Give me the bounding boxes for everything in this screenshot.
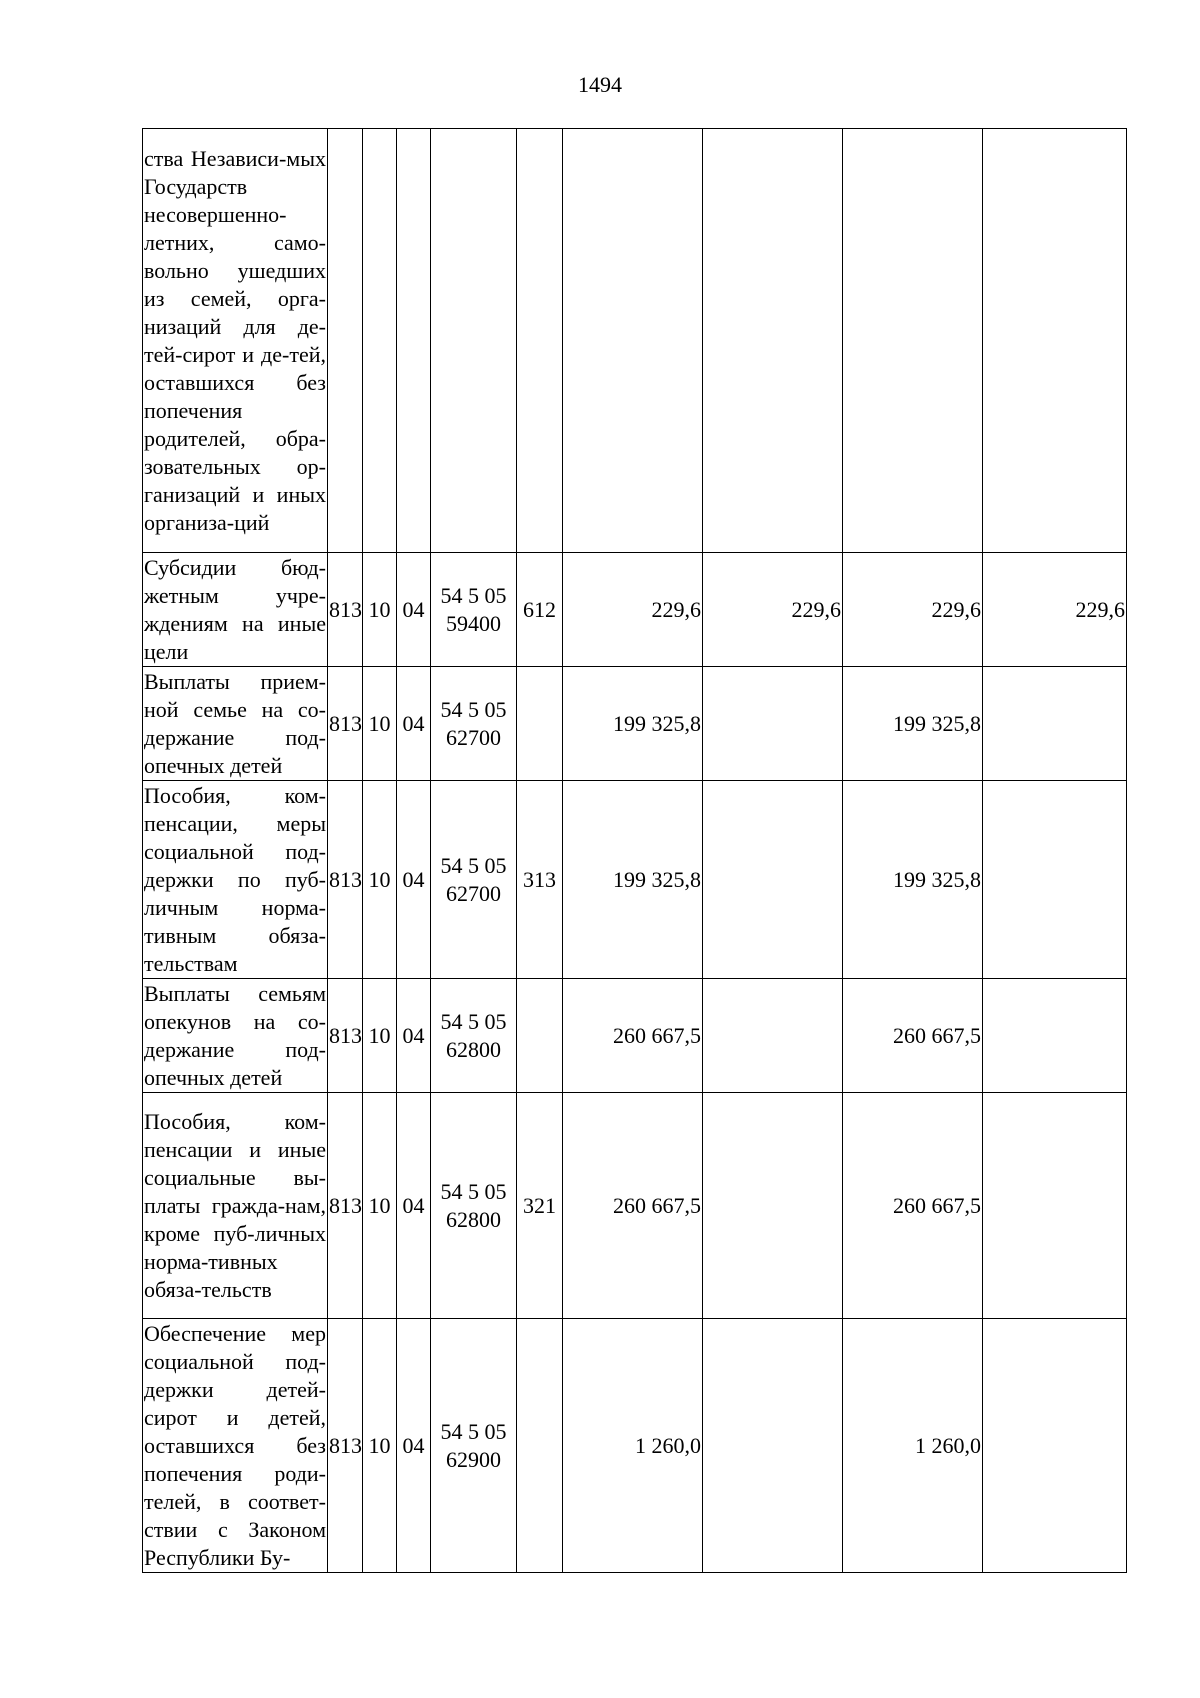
row-description: Обеспечение мер социальной под-держки детей-сирот и детей, оставшихся без попечения роди-телей, в соответ-ствии с Законом Республики Бу- (143, 1319, 328, 1573)
amount-4 (983, 1093, 1127, 1319)
csr-code-part-1: 54 5 05 (440, 696, 507, 722)
amount-3: 260 667,5 (843, 1093, 983, 1319)
table-row (143, 553, 1127, 667)
grbs-code (328, 129, 363, 553)
amount-1: 199 325,8 (563, 667, 703, 781)
amount-2 (703, 667, 843, 781)
grbs-code: 813 (328, 979, 363, 1093)
csr-code-part-2: 62700 (446, 724, 501, 750)
vr-code: 321 (517, 1093, 563, 1319)
rz-code: 10 (363, 1093, 397, 1319)
amount-2 (703, 979, 843, 1093)
csr-code-part-1: 54 5 05 (440, 582, 507, 608)
amount-3: 1 260,0 (843, 1319, 983, 1573)
pr-code: 04 (397, 1319, 431, 1573)
rz-code: 10 (363, 979, 397, 1093)
csr-code-part-2: 59400 (446, 610, 501, 636)
rz-code: 10 (363, 1319, 397, 1573)
csr-code (431, 1319, 517, 1573)
amount-1 (563, 129, 703, 553)
pr-code: 04 (397, 781, 431, 979)
vr-code: 313 (517, 781, 563, 979)
amount-2: 229,6 (703, 553, 843, 667)
amount-4 (983, 979, 1127, 1093)
amount-1: 260 667,5 (563, 979, 703, 1093)
pr-code: 04 (397, 553, 431, 667)
rz-code: 10 (363, 553, 397, 667)
pr-code: 04 (397, 1093, 431, 1319)
csr-code-part-1: 54 5 05 (440, 1418, 507, 1444)
amount-3: 229,6 (843, 553, 983, 667)
vr-code (517, 1319, 563, 1573)
table-row (143, 1319, 1127, 1573)
pr-code (397, 129, 431, 553)
amount-1: 260 667,5 (563, 1093, 703, 1319)
amount-4 (983, 667, 1127, 781)
amount-2 (703, 781, 843, 979)
rz-code: 10 (363, 667, 397, 781)
csr-code-part-1: 54 5 05 (440, 1178, 507, 1204)
row-description: Выплаты семьям опекунов на со-держание под-опечных детей (143, 979, 328, 1093)
amount-3: 199 325,8 (843, 667, 983, 781)
csr-code (431, 553, 517, 667)
amount-4 (983, 781, 1127, 979)
row-description: Пособия, ком-пенсации, меры социальной под-держки по пуб-личным норма-тивным обяза-тельствам (143, 781, 328, 979)
row-description: ства Независи-мых Государств несовершенно-летних, само-вольно ушедших из семей, орга-низаций для де-тей-сирот и де-тей, оставшихся без попечения родителей, обра-зовательных ор-ганизаций и иных организа-ций (143, 129, 328, 553)
amount-2 (703, 129, 843, 553)
amount-1: 1 260,0 (563, 1319, 703, 1573)
grbs-code: 813 (328, 667, 363, 781)
table-row (143, 1093, 1127, 1319)
grbs-code: 813 (328, 1319, 363, 1573)
csr-code-part-2: 62800 (446, 1036, 501, 1062)
table-row (143, 667, 1127, 781)
grbs-code: 813 (328, 781, 363, 979)
table-row (143, 129, 1127, 553)
table-row (143, 781, 1127, 979)
amount-2 (703, 1319, 843, 1573)
vr-code (517, 979, 563, 1093)
amount-3 (843, 129, 983, 553)
csr-code-part-1: 54 5 05 (440, 852, 507, 878)
row-description: Пособия, ком-пенсации и иные социальные вы-платы гражда-нам, кроме пуб-личных норма-тивных обяза-тельств (143, 1093, 328, 1319)
csr-code (431, 979, 517, 1093)
amount-3: 260 667,5 (843, 979, 983, 1093)
budget-table (142, 128, 1127, 1573)
row-description: Выплаты прием-ной семье на со-держание под-опечных детей (143, 667, 328, 781)
csr-code-part-2: 62900 (446, 1446, 501, 1472)
grbs-code: 813 (328, 553, 363, 667)
csr-code-part-1: 54 5 05 (440, 1008, 507, 1034)
table-row (143, 979, 1127, 1093)
amount-4 (983, 129, 1127, 553)
csr-code (431, 667, 517, 781)
rz-code (363, 129, 397, 553)
csr-code-part-2: 62700 (446, 880, 501, 906)
amount-4: 229,6 (983, 553, 1127, 667)
vr-code: 612 (517, 553, 563, 667)
pr-code: 04 (397, 979, 431, 1093)
vr-code (517, 129, 563, 553)
vr-code (517, 667, 563, 781)
amount-4 (983, 1319, 1127, 1573)
row-description: Субсидии бюд-жетным учре-ждениям на иные цели (143, 553, 328, 667)
csr-code (431, 129, 517, 553)
page-number: 1494 (578, 72, 622, 97)
rz-code: 10 (363, 781, 397, 979)
csr-code (431, 781, 517, 979)
grbs-code: 813 (328, 1093, 363, 1319)
pr-code: 04 (397, 667, 431, 781)
amount-2 (703, 1093, 843, 1319)
csr-code-part-2: 62800 (446, 1206, 501, 1232)
amount-3: 199 325,8 (843, 781, 983, 979)
amount-1: 199 325,8 (563, 781, 703, 979)
csr-code (431, 1093, 517, 1319)
amount-1: 229,6 (563, 553, 703, 667)
